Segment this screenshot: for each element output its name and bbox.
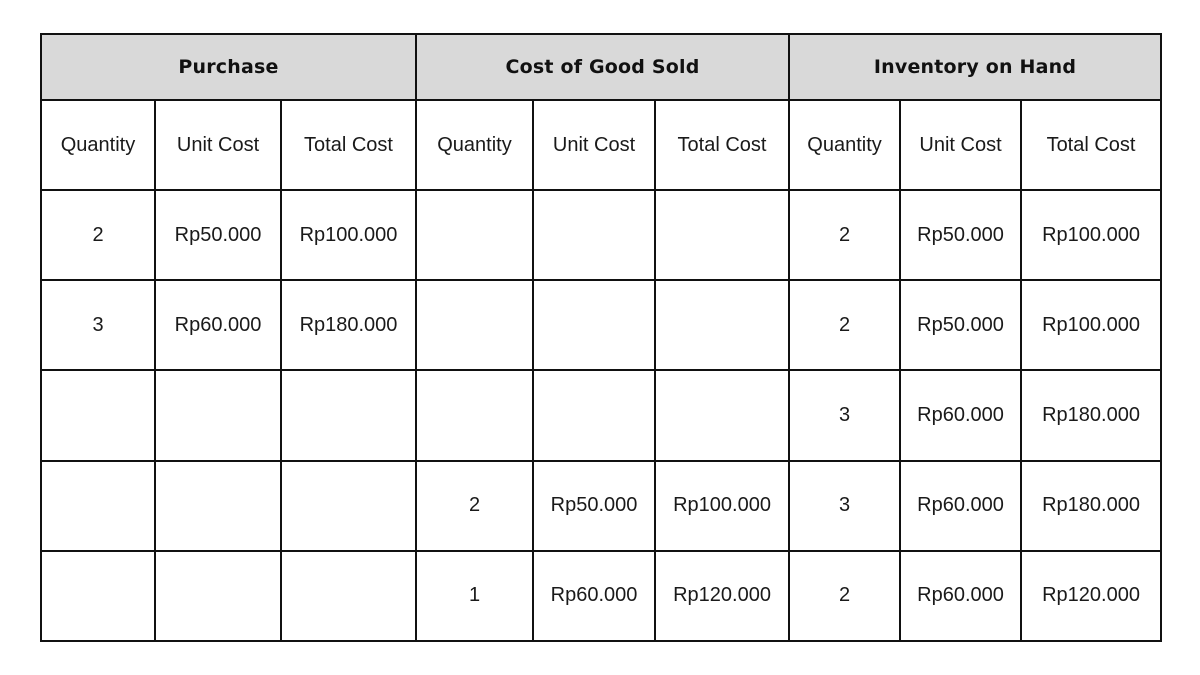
group-header-inventory: Inventory on Hand — [789, 34, 1161, 100]
column-header: Total Cost — [655, 100, 789, 190]
table-cell — [155, 370, 281, 460]
table-cell: 3 — [789, 370, 900, 460]
table-cell: Rp100.000 — [1021, 280, 1161, 370]
table-cell — [533, 190, 655, 280]
table-cell — [533, 280, 655, 370]
table-cell: Rp50.000 — [900, 280, 1021, 370]
table-row — [41, 551, 1161, 641]
table-cell: Rp120.000 — [1021, 551, 1161, 641]
table-cell: Rp180.000 — [1021, 370, 1161, 460]
column-header: Quantity — [41, 100, 155, 190]
column-header: Total Cost — [1021, 100, 1161, 190]
table-cell: Rp60.000 — [533, 551, 655, 641]
table-cell: 2 — [789, 551, 900, 641]
table-cell: Rp120.000 — [655, 551, 789, 641]
table-cell: Rp100.000 — [655, 461, 789, 551]
table-row — [41, 461, 1161, 551]
group-header-row — [41, 34, 1161, 100]
table-cell: 2 — [789, 190, 900, 280]
table-cell — [655, 370, 789, 460]
table-cell — [533, 370, 655, 460]
table-cell: Rp50.000 — [155, 190, 281, 280]
table-cell — [416, 280, 533, 370]
table-cell: Rp100.000 — [1021, 190, 1161, 280]
table-cell: Rp50.000 — [533, 461, 655, 551]
table-cell: 3 — [41, 280, 155, 370]
table-row — [41, 370, 1161, 460]
table-cell — [155, 461, 281, 551]
table-cell — [655, 190, 789, 280]
table-cell — [41, 551, 155, 641]
column-header-row — [41, 100, 1161, 190]
table-cell — [416, 370, 533, 460]
table-cell: 2 — [41, 190, 155, 280]
table-cell — [281, 551, 416, 641]
table-cell — [416, 190, 533, 280]
column-header: Quantity — [416, 100, 533, 190]
table-cell: Rp180.000 — [1021, 461, 1161, 551]
table-cell: Rp60.000 — [155, 280, 281, 370]
table-cell — [155, 551, 281, 641]
table-cell: 3 — [789, 461, 900, 551]
table-cell: Rp60.000 — [900, 370, 1021, 460]
table-cell — [281, 461, 416, 551]
column-header: Unit Cost — [900, 100, 1021, 190]
column-header: Unit Cost — [155, 100, 281, 190]
column-header: Unit Cost — [533, 100, 655, 190]
table-cell: 2 — [789, 280, 900, 370]
table-cell — [281, 370, 416, 460]
table-row — [41, 280, 1161, 370]
inventory-table — [40, 33, 1162, 642]
table-cell: Rp100.000 — [281, 190, 416, 280]
group-header-purchase: Purchase — [41, 34, 416, 100]
group-header-cogs: Cost of Good Sold — [416, 34, 789, 100]
table-row — [41, 190, 1161, 280]
table-cell — [41, 461, 155, 551]
table-cell — [41, 370, 155, 460]
table-cell: Rp60.000 — [900, 551, 1021, 641]
table-cell: Rp180.000 — [281, 280, 416, 370]
table-cell: 1 — [416, 551, 533, 641]
table-cell: 2 — [416, 461, 533, 551]
table-cell: Rp60.000 — [900, 461, 1021, 551]
column-header: Total Cost — [281, 100, 416, 190]
table-cell — [655, 280, 789, 370]
column-header: Quantity — [789, 100, 900, 190]
table-cell: Rp50.000 — [900, 190, 1021, 280]
